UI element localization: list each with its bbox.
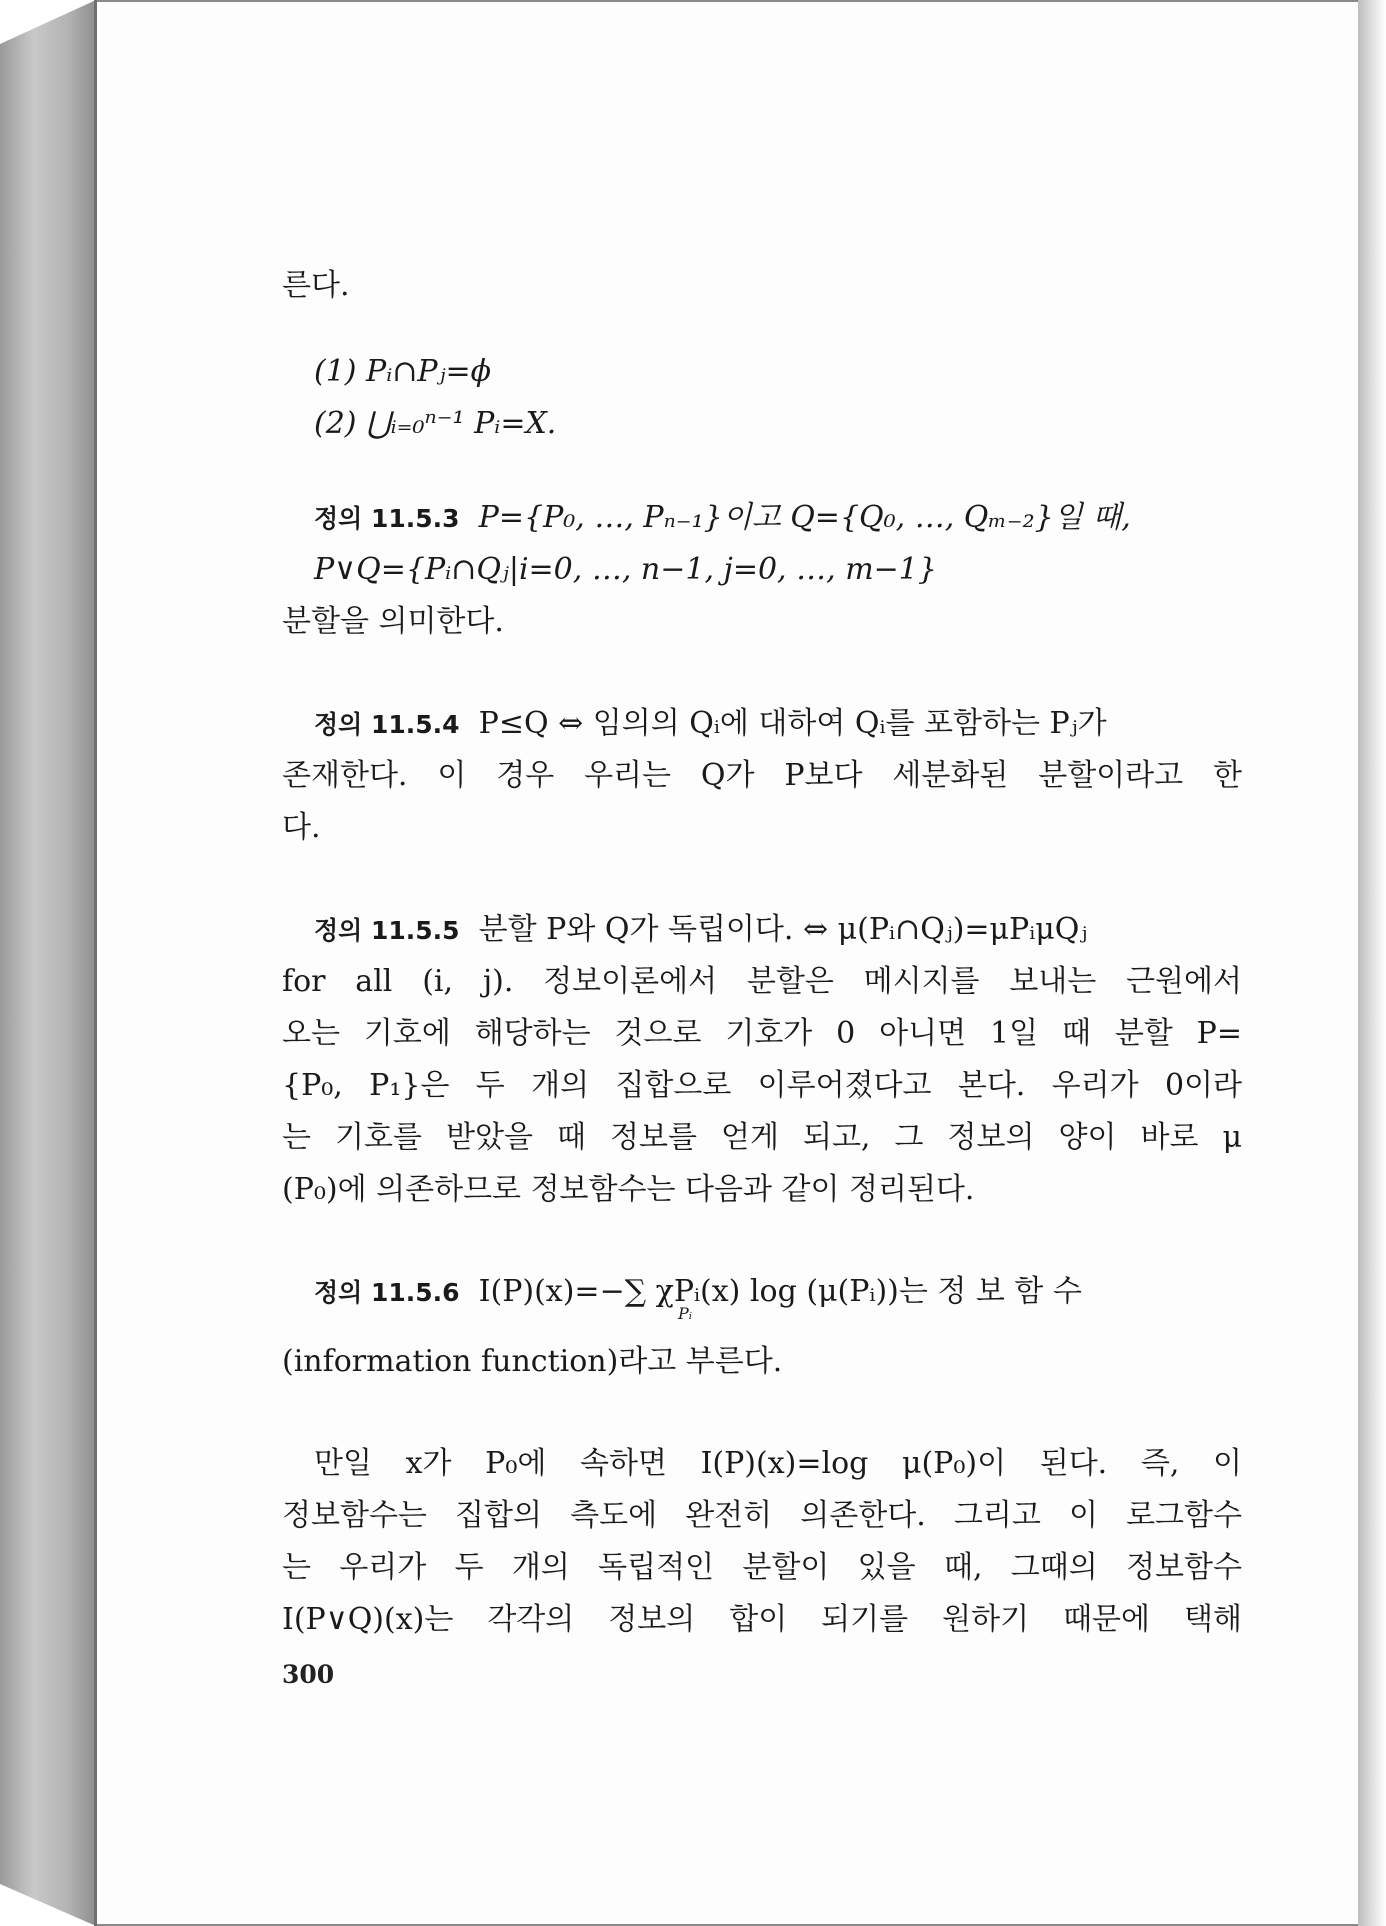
text-line: 정보함수는 집합의 측도에 완전히 의존한다. 그리고 이 로그함수	[282, 1498, 1242, 1533]
text-line: 다.	[282, 810, 321, 845]
definition-number: 정의 11.5.5	[314, 916, 460, 945]
text-line: I(P∨Q)(x)는 각각의 정보의 합이 되기를 원하기 때문에 택해	[282, 1602, 1242, 1637]
text-line: 분할을 의미한다.	[282, 604, 504, 639]
definition-number: 정의 11.5.3	[314, 504, 460, 533]
text-line: (information function)라고 부른다.	[282, 1344, 783, 1379]
text-line: P∨Q={Pᵢ∩Qⱼ|i=0, …, n−1, j=0, …, m−1}	[314, 552, 937, 587]
text-line: {P₀, P₁}은 두 개의 집합으로 이루어졌다고 본다. 우리가 0이라	[282, 1068, 1242, 1103]
text-line: 만일 x가 P₀에 속하면 I(P)(x)=log μ(P₀)이 된다. 즉, 이	[314, 1446, 1242, 1481]
condition-2: (2) ⋃ᵢ₌₀ⁿ⁻¹ Pᵢ=X.	[314, 406, 557, 441]
text-line: 오는 기호에 해당하는 것으로 기호가 0 아니면 1일 때 분할 P=	[282, 1016, 1242, 1051]
sum-subscript: Pᵢ	[678, 1304, 692, 1323]
definition-11-5-3: 정의 11.5.3 P={P₀, …, Pₙ₋₁}이고 Q={Q₀, …, Qₘ₋₂}일 때,	[314, 500, 1131, 535]
page-number: 300	[282, 1660, 335, 1689]
text-line: 는 기호를 받았을 때 정보를 얻게 되고, 그 정보의 양이 바로 μ	[282, 1120, 1242, 1155]
text-line: 존재한다. 이 경우 우리는 Q가 P보다 세분화된 분할이라고 한	[282, 758, 1242, 793]
text-line: for all (i, j). 정보이론에서 분할은 메시지를 보내는 근원에서	[282, 964, 1242, 999]
book-spine	[0, 0, 96, 1926]
text-line: (P₀)에 의존하므로 정보함수는 다음과 같이 정리된다.	[282, 1172, 975, 1207]
page-edge-shadow	[1358, 0, 1386, 1926]
text-line: 른다.	[282, 268, 350, 303]
definition-11-5-6: 정의 11.5.6 I(P)(x)=−∑ χPᵢ(x) log (μ(Pᵢ))는 정 보 함 수	[314, 1274, 1082, 1309]
definition-number: 정의 11.5.6	[314, 1278, 460, 1307]
text-line: 는 우리가 두 개의 독립적인 분할이 있을 때, 그때의 정보함수	[282, 1550, 1242, 1585]
condition-1: (1) Pᵢ∩Pⱼ=ϕ	[314, 354, 492, 389]
definition-number: 정의 11.5.4	[314, 710, 460, 739]
definition-11-5-5: 정의 11.5.5 분할 P와 Q가 독립이다. ⇔ μ(Pᵢ∩Qⱼ)=μPᵢμQⱼ	[314, 912, 1088, 947]
definition-11-5-4: 정의 11.5.4 P≤Q ⇔ 임의의 Qᵢ에 대하여 Qᵢ를 포함하는 Pⱼ가	[314, 706, 1107, 741]
